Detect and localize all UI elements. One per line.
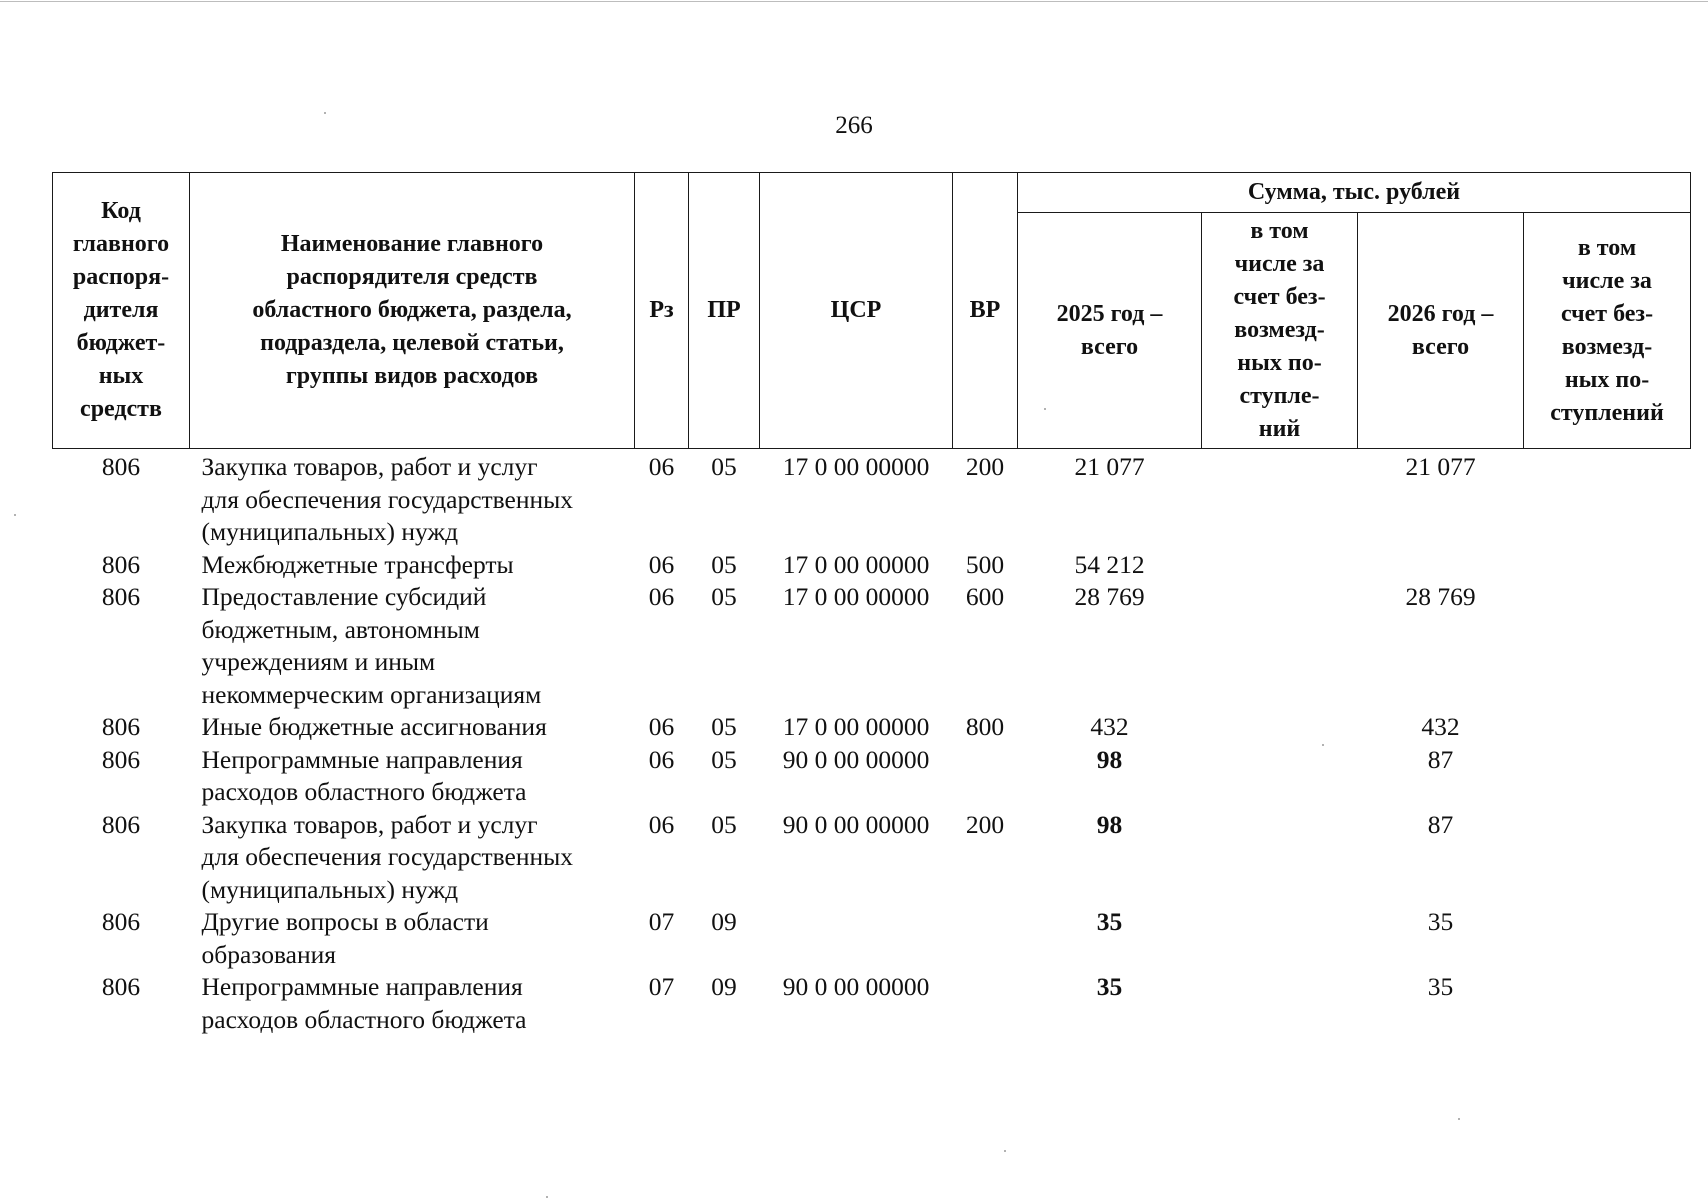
cell-name: Предоставление субсидий бюджетным, автономным учреждениям и иным некоммерческим организациям <box>201 582 542 709</box>
cell-name: Закупка товаров, работ и услуг для обеспечения государственных (муниципальных) нужд <box>201 452 574 546</box>
cell-2025-total: 98 <box>1096 744 1123 774</box>
cell-2026-free <box>1524 744 1691 809</box>
cell-vr: 800 <box>965 712 1005 741</box>
cell-name: Непрограммные направления расходов областного бюджета <box>201 744 527 806</box>
cell-2026-free <box>1524 971 1691 1036</box>
cell-2025-total: 54 212 <box>1074 549 1145 579</box>
cell-2026-total <box>1358 549 1524 582</box>
table-row <box>53 744 1691 809</box>
scan-speck <box>1044 408 1046 410</box>
cell-2026-total: 28 769 <box>1405 582 1476 611</box>
cell-csr <box>760 906 953 971</box>
header-2026-free: в том числе за счет без- возмезд- ных по- ступлений <box>1524 213 1691 449</box>
table-body <box>53 449 1691 1037</box>
cell-pr: 09 <box>711 972 737 1001</box>
cell-code: 806 <box>101 582 141 611</box>
cell-csr: 90 0 00 00000 <box>782 809 930 839</box>
cell-2026-total: 35 <box>1427 907 1454 936</box>
cell-2026-total: 35 <box>1427 972 1454 1001</box>
cell-code: 806 <box>101 972 141 1001</box>
cell-name: Непрограммные направления расходов областного бюджета <box>201 972 527 1034</box>
cell-csr: 90 0 00 00000 <box>782 744 930 774</box>
cell-pr: 05 <box>711 712 737 741</box>
header-sum-group: Сумма, тыс. рублей <box>1018 173 1691 213</box>
cell-name: Межбюджетные трансферты <box>201 549 514 579</box>
header-vr: ВР <box>953 173 1018 449</box>
cell-2026-free <box>1524 449 1691 549</box>
cell-csr: 90 0 00 00000 <box>782 972 930 1001</box>
scan-edge-line <box>0 1 1708 2</box>
cell-pr: 05 <box>711 549 737 579</box>
cell-2025-total: 28 769 <box>1074 582 1145 611</box>
cell-csr: 17 0 00 00000 <box>782 549 930 579</box>
cell-2026-free <box>1524 581 1691 711</box>
header-name: Наименование главного распорядителя средств областного бюджета, раздела, подраздела, целевой статьи, группы видов расходов <box>190 173 635 449</box>
cell-rz: 06 <box>648 549 675 579</box>
cell-rz: 07 <box>648 907 675 936</box>
cell-pr: 05 <box>711 582 737 611</box>
cell-2026-total: 432 <box>1421 712 1460 741</box>
cell-rz: 07 <box>648 972 675 1001</box>
table-row <box>53 906 1691 971</box>
cell-2026-total: 87 <box>1427 744 1454 774</box>
cell-rz: 06 <box>648 809 675 839</box>
cell-2026-free <box>1524 809 1691 907</box>
cell-csr: 17 0 00 00000 <box>782 452 930 481</box>
cell-csr: 17 0 00 00000 <box>782 712 930 741</box>
table-row <box>53 549 1691 582</box>
cell-name: Закупка товаров, работ и услуг для обеспечения государственных (муниципальных) нужд <box>201 809 574 904</box>
cell-2026-total: 87 <box>1427 809 1454 839</box>
cell-vr: 200 <box>965 452 1005 481</box>
cell-rz: 06 <box>648 452 675 481</box>
header-2026-total: 2026 год – всего <box>1358 213 1524 449</box>
cell-2026-free <box>1524 549 1691 582</box>
cell-code: 806 <box>101 907 141 936</box>
cell-2026-free <box>1524 906 1691 971</box>
scan-speck <box>1322 744 1324 746</box>
cell-2025-free <box>1202 809 1358 907</box>
cell-vr <box>953 906 1018 971</box>
table-header <box>53 173 1691 449</box>
cell-pr: 05 <box>711 809 737 839</box>
cell-2025-total: 432 <box>1090 712 1129 741</box>
cell-pr: 09 <box>711 907 737 936</box>
table-row <box>53 711 1691 744</box>
cell-code: 806 <box>101 712 141 741</box>
cell-vr <box>953 971 1018 1036</box>
cell-rz: 06 <box>648 582 675 611</box>
header-code: Код главного распоря- дителя бюджет- ных средств <box>53 173 190 449</box>
cell-2025-free <box>1202 449 1358 549</box>
cell-pr: 05 <box>711 452 737 481</box>
cell-rz: 06 <box>648 712 675 741</box>
cell-2025-free <box>1202 549 1358 582</box>
cell-2026-total: 21 077 <box>1405 452 1476 481</box>
table-row <box>53 581 1691 711</box>
cell-vr: 500 <box>965 549 1005 579</box>
scan-speck <box>1458 1118 1460 1120</box>
cell-2025-total: 35 <box>1096 972 1123 1001</box>
cell-csr: 17 0 00 00000 <box>782 582 930 611</box>
cell-rz: 06 <box>648 744 675 774</box>
table-row <box>53 449 1691 549</box>
cell-code: 806 <box>101 549 141 579</box>
cell-2026-free <box>1524 711 1691 744</box>
header-2025-total: 2025 год – всего <box>1018 213 1202 449</box>
cell-code: 806 <box>101 452 141 481</box>
cell-2025-total: 98 <box>1096 809 1123 839</box>
scan-speck <box>324 112 326 114</box>
scan-speck <box>1004 1150 1006 1152</box>
cell-2025-free <box>1202 744 1358 809</box>
cell-vr: 200 <box>965 809 1005 839</box>
header-csr: ЦСР <box>760 173 953 449</box>
cell-2025-free <box>1202 971 1358 1036</box>
cell-vr: 600 <box>965 582 1005 611</box>
cell-code: 806 <box>101 744 141 774</box>
header-rz: Рз <box>635 173 689 449</box>
cell-vr <box>953 744 1018 809</box>
cell-2025-total: 21 077 <box>1074 452 1145 481</box>
cell-2025-free <box>1202 906 1358 971</box>
header-pr: ПР <box>689 173 760 449</box>
cell-code: 806 <box>101 809 141 839</box>
table-row <box>53 971 1691 1036</box>
header-2025-free: в том числе за счет без- возмезд- ных по- ступле- ний <box>1202 213 1358 449</box>
cell-2025-free <box>1202 711 1358 744</box>
cell-name: Иные бюджетные ассигнования <box>201 712 547 741</box>
cell-pr: 05 <box>711 744 737 774</box>
budget-table <box>52 172 1691 1036</box>
cell-2025-total: 35 <box>1096 907 1123 936</box>
cell-name: Другие вопросы в области образования <box>201 907 489 969</box>
table-row <box>53 809 1691 907</box>
scan-speck <box>546 1196 548 1198</box>
cell-2025-free <box>1202 581 1358 711</box>
scan-speck <box>14 514 16 516</box>
page-number: 266 <box>835 112 873 139</box>
